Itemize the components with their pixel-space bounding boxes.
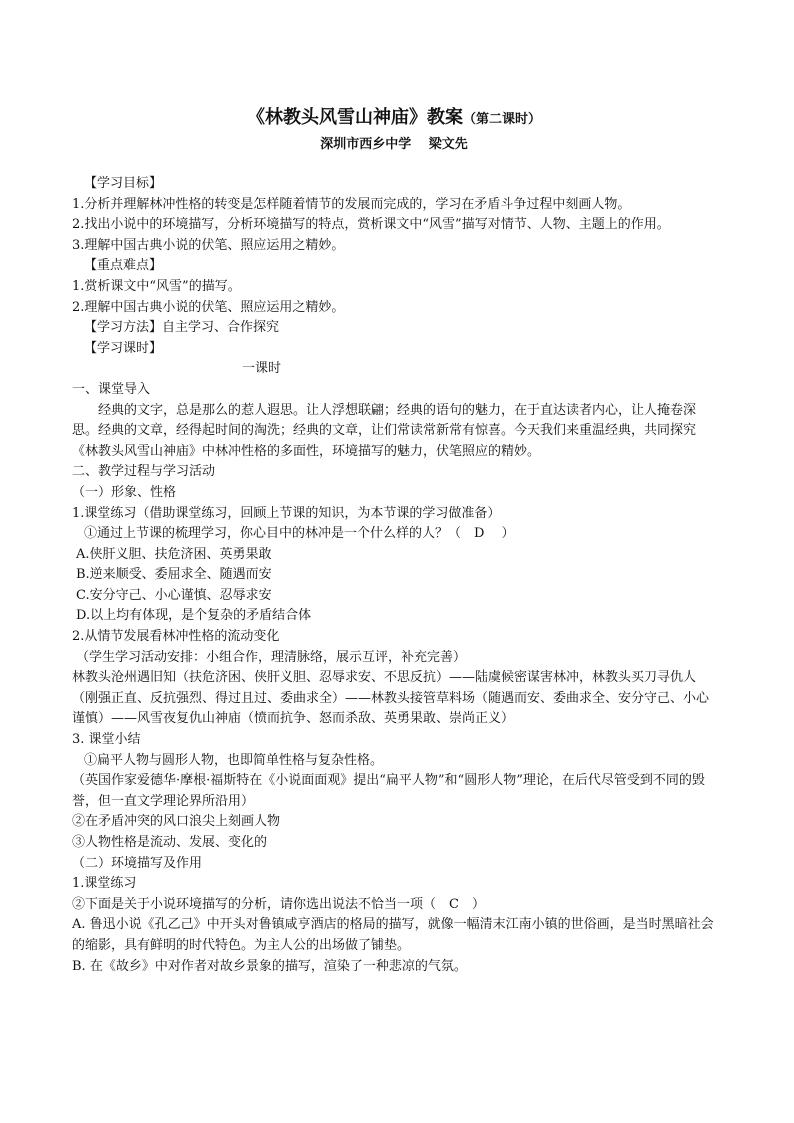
section-heading-methods: 【学习方法】自主学习、合作探究 [84, 320, 280, 336]
part-heading-process: 二、教学过程与学习活动 [72, 464, 216, 480]
summary-item-2: ②在矛盾冲突的风口浪尖上刻画人物 [72, 814, 281, 830]
section-heading-hours: 【学习课时】 [84, 340, 163, 356]
section-heading-keypoints: 【重点难点】 [84, 258, 163, 274]
question-2: ②下面是关于小说环境描写的分析，请你选出说法不恰当一项（ C ） [72, 896, 485, 912]
goal-item-1: 1.分析并理解林冲性格的转变是怎样随着情节的发展而完成的，学习在矛盾斗争过程中刻画人物。 [72, 196, 631, 212]
document-title [72, 104, 716, 134]
exercise-heading-2: 1.课堂练习 [72, 876, 137, 892]
option-2b: B. 在《故乡》中对作者对故乡景象的描写，渲染了一种悲凉的气氛。 [72, 958, 467, 974]
plot-paragraph: 林教头沧州遇旧知（扶危济困、侠肝义胆、忍辱求安、不思反抗）——陆虞候密谋害林冲，林教头买刀寻仇人（刚强正直、反抗强烈、得过且过、委曲求全）——林教头接管草料场（随遇而安、委曲求全、安分守己、小心谨慎）——风雪夜复仇山神庙（愤而抗争、怒而杀敌、英勇果敢、崇尚正义） [72, 670, 710, 727]
hours-value: 一课时 [242, 361, 282, 377]
intro-paragraph: 经典的文字，总是那么的惹人遐思。让人浮想联翩；经典的语句的魅力，在于直达读者内心，让人掩卷深思。经典的文章，经得起时间的淘洗；经典的文章，让们常读常新常有惊喜。今天我们来重温经典，共同探究《林教头风雪山神庙》中林冲性格的多面性，环境描写的魅力，伏笔照应的精妙。 [72, 402, 697, 459]
keypoint-item-1: 1.赏析课文中“风雪”的描写。 [72, 278, 241, 294]
option-d: D.以上均有体现，是个复杂的矛盾结合体 [76, 608, 312, 624]
title-main: 《林教头风雪山神庙》教案 [246, 107, 463, 128]
summary-item-3: ③人物性格是流动、发展、变化的 [72, 835, 268, 850]
summary-heading: 3. 课堂小结 [72, 732, 141, 748]
keypoint-item-2: 2.理解中国古典小说的伏笔、照应运用之精妙。 [72, 299, 345, 315]
plot-heading: 2.从情节发展看林冲性格的流动变化 [72, 629, 280, 645]
subheading-environment: （二）环境描写及作用 [72, 855, 203, 871]
option-c: C.安分守己、小心谨慎、忍辱求安 [76, 587, 272, 603]
goal-item-3: 3.理解中国古典小说的伏笔、照应运用之精妙。 [72, 237, 345, 253]
exercise-heading-1: 1.课堂练习（借助课堂练习，回顾上节课的知识，为本节课的学习做准备） [72, 505, 501, 521]
option-b: B.逆来顺受、委屈求全、随遇而安 [76, 567, 272, 583]
activity-arrangement: （学生学习活动安排：小组合作，理清脉络，展示互评，补充完善） [76, 649, 467, 665]
question-1: ①通过上节课的梳理学习，你心目中的林冲是一个什么样的人？（ D ） [84, 526, 515, 542]
title-subtitle: （第二课时） [462, 112, 541, 127]
goal-item-2: 2.找出小说中的环境描写，分析环境描写的特点，赏析课文中“风雪”描写对情节、人物、主题上的作用。 [72, 217, 670, 233]
option-2a: A. 鲁迅小说《孔乙己》中开头对鲁镇咸亨酒店的格局的描写，就像一幅清末江南小镇的世俗画，是当时黑暗社会的缩影，具有鲜明的时代特色。为主人公的出场做了铺垫。 [72, 917, 714, 953]
summary-note: （英国作家爱德华·摩根·福斯特在《小说面面观》提出“扁平人物”和“圆形人物”理论，在后代尽管受到不同的毁誉，但一直文学理论界所沿用） [72, 773, 705, 809]
section-heading-goals: 【学习目标】 [84, 176, 163, 191]
author-line: 深圳市西乡中学 梁文先 [320, 137, 468, 152]
part-heading-intro: 一、课堂导入 [72, 381, 151, 397]
subheading-image-character: （一）形象、性格 [72, 484, 177, 500]
summary-item-1: ①扁平人物与圆形人物，也即简单性格与复杂性格。 [84, 752, 384, 768]
option-a: A.侠肝义胆、扶危济困、英勇果敢 [76, 546, 272, 562]
